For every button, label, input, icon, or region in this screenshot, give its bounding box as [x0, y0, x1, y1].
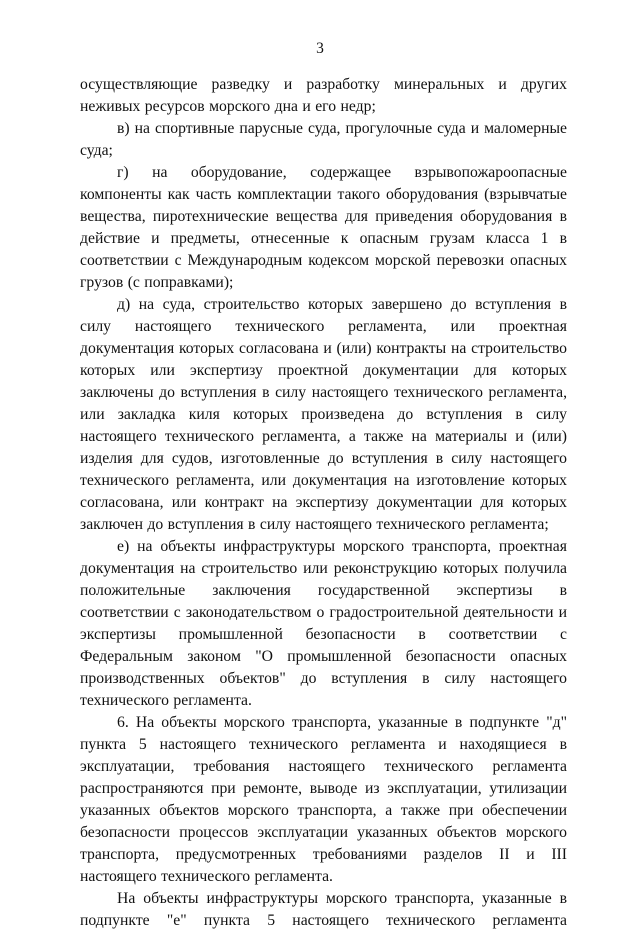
paragraph-item-g: г) на оборудование, содержащее взрывопожароопасные компоненты как часть комплектации такого оборудования (взрывчатые вещества, пиротехнические вещества для приведения оборудования в действие и предметы, отнесенные к опасным грузам класса 1 в соответствии с Международным кодексом морской перевозки опасных грузов (с поправками);	[80, 164, 567, 291]
paragraph-item-e: е) на объекты инфраструктуры морского транспорта, проектная документация на строительство или реконструкцию которых получила положительные заключения государственной экспертизы в соответствии с законодательством о градостроительной деятельности и экспертизы промышленной безопасности в соответствии с Федеральным законом "О промышленной безопасности опасных производственных объектов" до вступления в силу настоящего технического регламента.	[80, 538, 567, 709]
paragraph-item-v: в) на спортивные парусные суда, прогулочные суда и маломерные суда;	[80, 120, 567, 159]
paragraph-item-d: д) на суда, строительство которых завершено до вступления в силу настоящего технического регламента, или проектная документация которых согласована и (или) контракты на строительство которых или экспертизу проектной документации для которых заключены до вступления в силу настоящего технического регламента, или закладка киля которых произведена до вступления в силу настоящего технического регламента, а также на материалы и (или) изделия для судов, изготовленные до вступления в силу настоящего технического регламента, или документация на изготовление которых согласована, или контракт на экспертизу документации для которых заключен до вступления в силу настоящего технического регламента;	[80, 296, 567, 533]
paragraph-infrastructure: На объекты инфраструктуры морского транспорта, указанные в подпункте "е" пункта 5 настоящего технического регламента	[80, 890, 567, 929]
paragraph-clause-6: 6. На объекты морского транспорта, указанные в подпункте "д" пункта 5 настоящего технического регламента и находящиеся в эксплуатации, требования настоящего технического регламента распространяются при ремонте, выводе из эксплуатации, утилизации указанных объектов морского транспорта, а также при обеспечении безопасности процессов эксплуатации указанных объектов морского транспорта, предусмотренных требованиями разделов II и III настоящего технического регламента.	[80, 714, 567, 885]
document-body	[80, 74, 567, 932]
page-number: 3	[316, 40, 324, 57]
paragraph-continuation: осуществляющие разведку и разработку минеральных и других неживых ресурсов морского дна и его недр;	[80, 76, 567, 115]
